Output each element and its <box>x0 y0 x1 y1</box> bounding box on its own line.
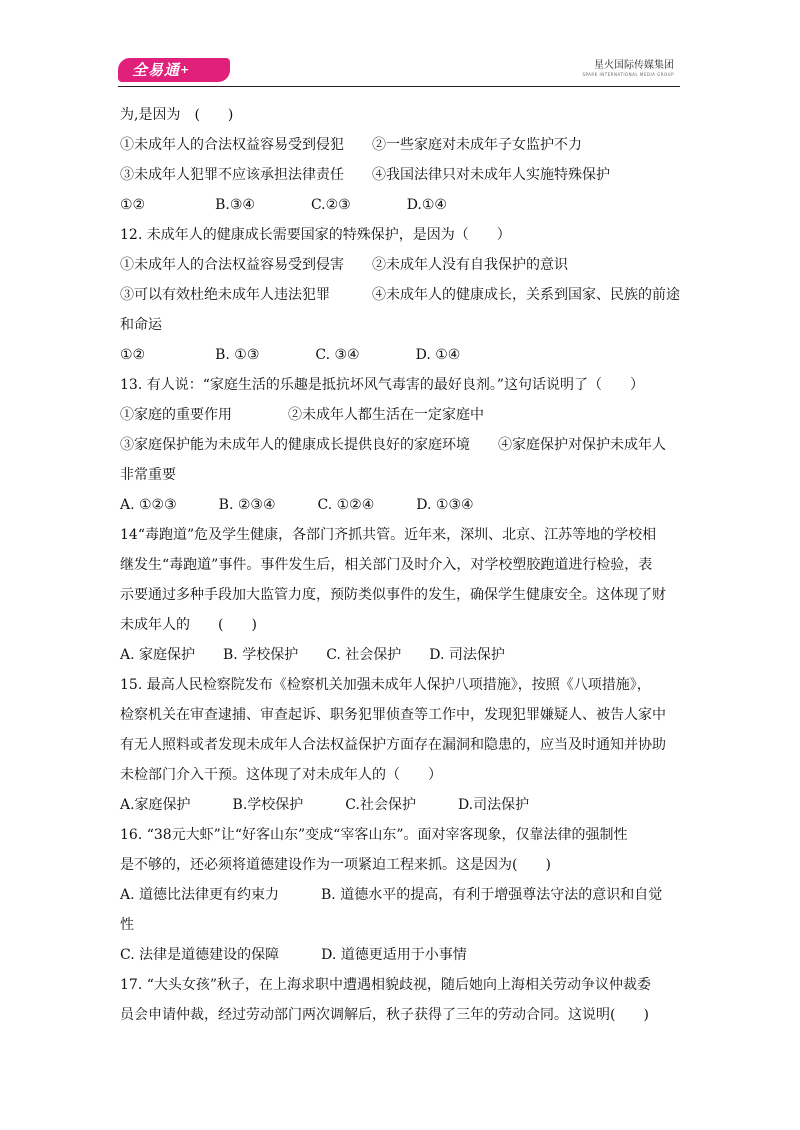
text-line: 检察机关在审查逮捕、审查起诉、职务犯罪侦查等工作中，发现犯罪嫌疑人、被告人家中 <box>120 707 666 723</box>
text-line: ①② B. ①③ C. ③④ D. ①④ <box>120 347 461 363</box>
text-line: ③可以有效杜绝未成年人违法犯罪 ④未成年人的健康成长，关系到国家、民族的前途 <box>120 287 680 303</box>
text-line: 12. 未成年人的健康成长需要国家的特殊保护，是因为（ ） <box>120 227 511 243</box>
text-line: ③未成年人犯罪不应该承担法律责任 ④我国法律只对未成年人实施特殊保护 <box>120 167 610 183</box>
text-line: ①未成年人的合法权益容易受到侵犯 ②一些家庭对未成年子女监护不力 <box>120 137 582 153</box>
text-line: 是不够的，还必须将道德建设作为一项紧迫工程来抓。这是因为( ) <box>120 857 551 873</box>
text-line: 17. “大头女孩”秋子，在上海求职中遭遇相貌歧视，随后她向上海相关劳动争议仲裁委 <box>120 977 652 993</box>
text-line: A. 家庭保护 B. 学校保护 C. 社会保护 D. 司法保护 <box>120 647 505 663</box>
text-line: A. ①②③ B. ②③④ C. ①②④ D. ①③④ <box>120 497 474 513</box>
text-line: 有无人照料或者发现未成年人合法权益保护方面存在漏洞和隐患的，应当及时通知并协助 <box>120 737 666 753</box>
text-line: 和命运 <box>120 317 162 333</box>
publisher-name-en: SPARK INTERNATIONAL MEDIA GROUP <box>582 72 674 77</box>
text-line: 继发生“毒跑道”事件。事件发生后，相关部门及时介入，对学校塑胶跑道进行检验，表 <box>120 557 653 573</box>
text-line: C. 法律是道德建设的保障 D. 道德更适用于小事情 <box>120 947 467 963</box>
text-line: 未成年人的 ( ) <box>120 617 257 633</box>
publisher-brand <box>582 60 674 78</box>
text-line: A.家庭保护 B.学校保护 C.社会保护 D.司法保护 <box>120 797 530 813</box>
publisher-name: 星火国际传媒集团 <box>594 60 674 71</box>
text-line: 14“毒跑道”危及学生健康，各部门齐抓共管。近年来，深圳、北京、江苏等地的学校相 <box>120 527 657 543</box>
text-line: 13. 有人说：“家庭生活的乐趣是抵抗坏风气毒害的最好良剂。”这句话说明了（ ） <box>120 377 645 393</box>
logo-plus: + <box>180 63 191 76</box>
text-line: 15. 最高人民检察院发布《检察机关加强未成年人保护八项措施》，按照《八项措施》， <box>120 677 651 693</box>
document-body <box>120 100 685 1030</box>
text-line: 员会申请仲裁，经过劳动部门两次调解后，秋子获得了三年的劳动合同。这说明( ) <box>120 1007 649 1023</box>
text-line: ①② B.③④ C.②③ D.①④ <box>120 197 447 213</box>
text-line: 16. “38元大虾”让“好客山东”变成“宰客山东”。面对宰客现象，仅靠法律的强制性 <box>120 827 628 843</box>
page-header <box>118 56 680 88</box>
text-line: 示要通过多种手段加大监管力度，预防类似事件的发生，确保学生健康安全。这体现了财 <box>120 587 666 603</box>
text-line: 非常重要 <box>120 467 176 483</box>
header-divider <box>118 86 680 87</box>
text-line: ③家庭保护能为未成年人的健康成长提供良好的家庭环境 ④家庭保护对保护未成年人 <box>120 437 666 453</box>
brand-logo <box>118 58 230 82</box>
text-line: 未检部门介入干预。这体现了对未成年人的（ ） <box>120 767 442 783</box>
text-line: ①未成年人的合法权益容易受到侵害 ②未成年人没有自我保护的意识 <box>120 257 568 273</box>
text-line: 性 <box>120 917 134 933</box>
text-line: 为,是因为 ( ) <box>120 107 234 123</box>
logo-text: 全易通 <box>132 61 181 79</box>
text-line: A. 道德比法律更有约束力 B. 道德水平的提高，有利于增强尊法守法的意识和自觉 <box>120 887 663 903</box>
text-line: ①家庭的重要作用 ②未成年人都生活在一定家庭中 <box>120 407 484 423</box>
